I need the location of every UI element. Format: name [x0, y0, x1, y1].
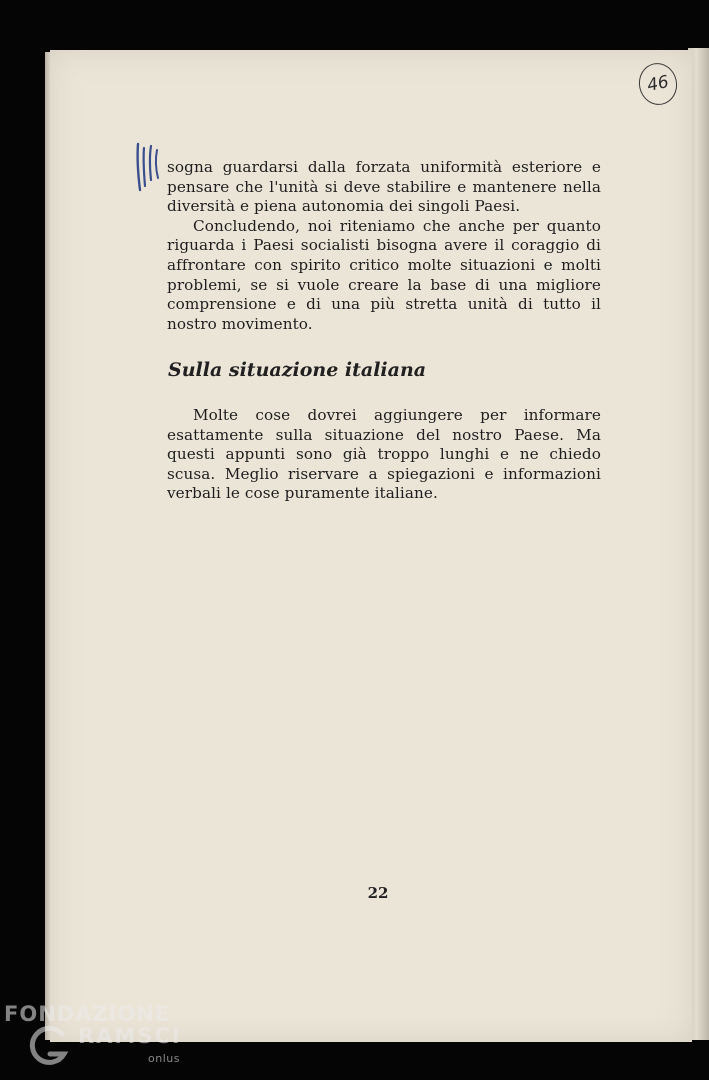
page-number: 22 — [367, 884, 389, 902]
paragraph: Molte cose dovrei aggiungere per informare esattamente sulla situazione del nostro Paese. Ma questi appunti sono già troppo lunghi e ne chiedo scusa. Meglio riservare a spiegazioni e informazioni verbali le cose puramente italiane. — [167, 406, 601, 503]
watermark-line-2: RAMSCI — [78, 1024, 182, 1048]
body-text-block-1 — [167, 158, 601, 334]
paragraph: Concludendo, noi riteniamo che anche per quanto riguarda i Paesi socialisti bisogna avere il coraggio di affrontare con spirito critico molte situazioni e molti problemi, se si vuole creare la base di una migliore comprensione e di una più stretta unità di tutto il nostro movimento. — [167, 216, 601, 333]
archive-watermark — [4, 1002, 194, 1078]
body-text-block-2 — [167, 406, 601, 504]
folio-number: 46 — [645, 71, 671, 97]
section-heading: Sulla situazione italiana — [168, 359, 427, 381]
paragraph: sogna guardarsi dalla forzata uniformità esteriore e pensare che l'unità si deve stabilire e mantenere nella diversità e piena autonomia dei singoli Paesi. — [167, 158, 601, 216]
watermark-line-1: FONDAZIONE — [4, 1002, 171, 1026]
watermark-g-logo-icon — [28, 1024, 68, 1070]
watermark-line-3: onlus — [148, 1052, 180, 1065]
margin-pencil-mark-icon — [134, 140, 162, 196]
